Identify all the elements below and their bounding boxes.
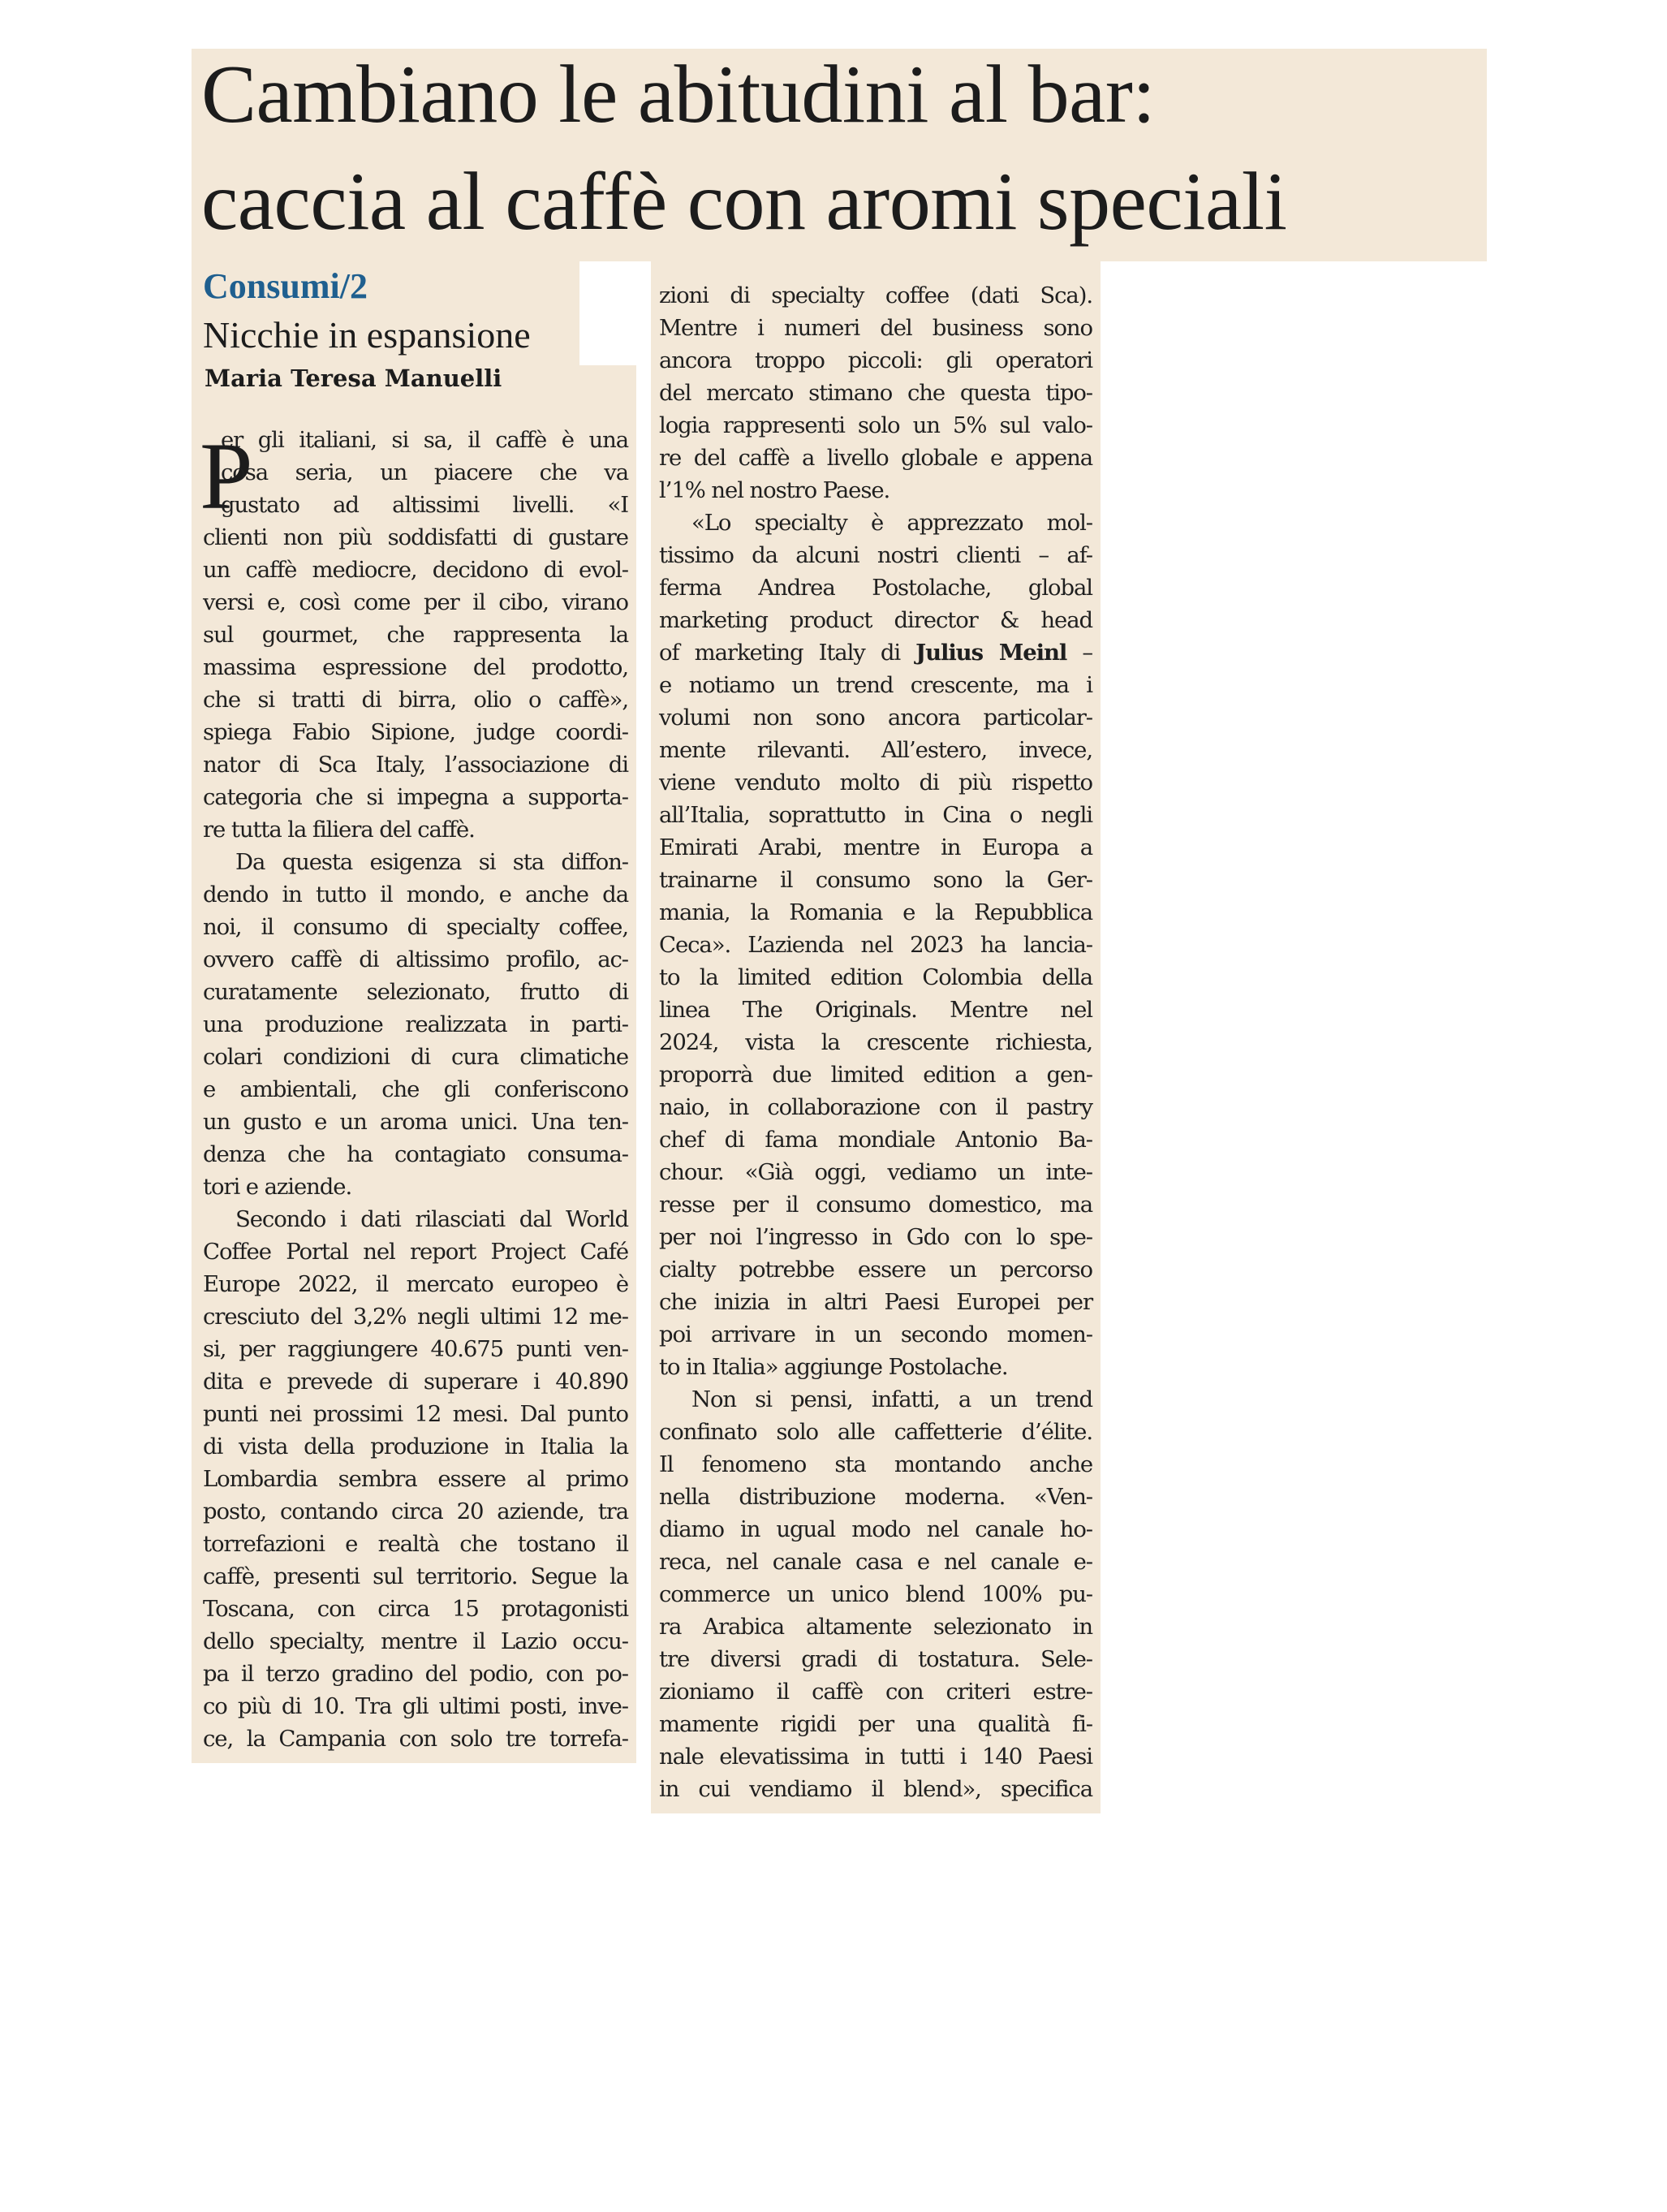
text-line <box>203 878 628 911</box>
text-run: Toscana, con circa 15 protagonisti <box>203 1596 628 1622</box>
text-run: viene venduto molto di più rispetto <box>659 770 1092 796</box>
text-line <box>203 1398 628 1430</box>
text-run: mamente rigidi per una qualità fi- <box>659 1711 1092 1737</box>
text-line <box>659 1091 1092 1123</box>
text-line <box>203 1333 628 1365</box>
text-run: marketing product director & head <box>659 607 1092 633</box>
text-line <box>659 1546 1092 1578</box>
text-run: to la limited edition Colombia della <box>659 964 1092 990</box>
text-line <box>203 1625 628 1658</box>
text-run: linea The Originals. Mentre nel <box>659 997 1092 1023</box>
text-line <box>659 1059 1092 1091</box>
text-line <box>203 651 628 683</box>
text-run: sul gourmet, che rappresenta la <box>203 622 628 648</box>
text-run: chef di fama mondiale Antonio Ba- <box>659 1127 1092 1153</box>
author-byline: Maria Teresa Manuelli <box>205 364 502 392</box>
text-run: Non si pensi, infatti, a un trend <box>691 1386 1092 1412</box>
text-line <box>203 521 628 554</box>
text-run: Europe 2022, il mercato europeo è <box>203 1271 628 1297</box>
text-line <box>659 344 1092 377</box>
text-run: nella distribuzione moderna. «Ven- <box>659 1484 1092 1510</box>
text-run: cosa seria, un piacere che va <box>221 459 628 485</box>
text-line <box>203 1138 628 1171</box>
text-run: mente rilevanti. All’estero, invece, <box>659 737 1092 763</box>
text-line <box>659 1513 1092 1546</box>
text-run: confinato solo alle caffetterie d’élite. <box>659 1419 1092 1445</box>
text-line <box>659 994 1092 1026</box>
text-run: resse per il consumo domestico, ma <box>659 1192 1092 1218</box>
text-run: caffè, presenti sul territorio. Segue la <box>203 1563 628 1589</box>
text-line <box>659 669 1092 701</box>
text-run: trainarne il consumo sono la Ger- <box>659 867 1092 893</box>
text-line <box>203 1268 628 1300</box>
text-run: e ambientali, che gli conferiscono <box>203 1076 628 1102</box>
text-run: nator di Sca Italy, l’associazione di <box>203 752 628 778</box>
text-run: ce, la Campania con solo tre torrefa- <box>203 1726 628 1752</box>
drop-cap: P <box>200 423 253 529</box>
text-line <box>659 1318 1092 1351</box>
headline-line-1: Cambiano le abitudini al bar: <box>201 49 1156 140</box>
text-run: spiega Fabio Sipione, judge coordi- <box>203 719 628 745</box>
text-line <box>203 1008 628 1041</box>
text-line <box>203 716 628 748</box>
text-run: reca, nel canale casa e nel canale e- <box>659 1549 1092 1575</box>
text-run: zioniamo il caffè con criteri estre- <box>659 1679 1092 1705</box>
text-line <box>659 1416 1092 1448</box>
text-line <box>659 507 1092 539</box>
text-line <box>659 1123 1092 1156</box>
text-run: chour. «Già oggi, vediamo un inte- <box>659 1159 1092 1185</box>
text-line <box>203 1593 628 1625</box>
text-run: dendo in tutto il mondo, e anche da <box>203 882 628 908</box>
text-line <box>659 312 1092 344</box>
text-run: Mentre i numeri del business sono <box>659 315 1092 341</box>
text-line <box>203 424 628 456</box>
text-line <box>203 683 628 716</box>
text-line <box>659 896 1092 929</box>
text-run: tre diversi gradi di tostatura. Sele- <box>659 1646 1092 1672</box>
text-run: del mercato stimano che questa tipo- <box>659 380 1092 406</box>
text-run: Emirati Arabi, mentre in Europa a <box>659 834 1092 860</box>
text-line <box>659 1351 1092 1383</box>
text-run: noi, il consumo di specialty coffee, <box>203 914 628 940</box>
text-line <box>659 1675 1092 1708</box>
text-run: logia rappresenti solo un 5% sul valo- <box>659 412 1092 438</box>
text-run: cialty potrebbe essere un percorso <box>659 1257 1092 1283</box>
text-line <box>203 1073 628 1106</box>
text-run: re tutta la filiera del caffè. <box>203 817 475 843</box>
headline-line-2: caccia al caffè con aromi speciali <box>201 156 1287 248</box>
text-run: zioni di specialty coffee (dati Sca). <box>659 282 1092 308</box>
text-line <box>203 1463 628 1495</box>
text-line <box>203 813 628 846</box>
text-line <box>203 1365 628 1398</box>
text-run: commerce un unico blend 100% pu- <box>659 1581 1092 1607</box>
text-line <box>203 846 628 878</box>
text-run: versi e, così come per il cibo, virano <box>203 589 628 615</box>
text-run: e notiamo un trend crescente, ma i <box>659 672 1092 698</box>
text-run: poi arrivare in un secondo momen- <box>659 1322 1092 1347</box>
text-line <box>203 1203 628 1235</box>
text-run: mania, la Romania e la Repubblica <box>659 899 1092 925</box>
text-line <box>659 442 1092 474</box>
text-run: «Lo specialty è apprezzato mol- <box>691 510 1092 536</box>
text-run: posto, contando circa 20 aziende, tra <box>203 1498 628 1524</box>
text-line <box>659 474 1092 507</box>
text-line <box>659 1708 1092 1740</box>
text-run: Coffee Portal nel report Project Café <box>203 1239 628 1265</box>
text-run: Ceca». L’azienda nel 2023 ha lancia- <box>659 932 1092 958</box>
text-run: un caffè mediocre, decidono di evol- <box>203 557 628 583</box>
text-line <box>203 1106 628 1138</box>
text-line <box>203 586 628 619</box>
company-name: Julius Meinl <box>915 640 1067 666</box>
text-line <box>659 1188 1092 1221</box>
text-run: pa il terzo gradino del podio, con po- <box>203 1661 628 1687</box>
text-line <box>659 766 1092 799</box>
text-run: punti nei prossimi 12 mesi. Dal punto <box>203 1401 628 1427</box>
text-run: – <box>1066 640 1093 666</box>
text-run: ra Arabica altamente selezionato in <box>659 1614 1092 1640</box>
text-run: dita e prevede di superare i 40.890 <box>203 1369 628 1395</box>
text-line <box>659 636 1092 669</box>
text-line <box>659 1286 1092 1318</box>
text-line <box>659 1740 1092 1773</box>
text-run: che inizia in altri Paesi Europei per <box>659 1289 1092 1315</box>
text-line <box>203 1658 628 1690</box>
text-line <box>659 377 1092 409</box>
text-line <box>203 554 628 586</box>
text-line <box>203 456 628 489</box>
text-run: 2024, vista la crescente richiesta, <box>659 1029 1092 1055</box>
text-line <box>659 604 1092 636</box>
text-run: che si tratti di birra, olio o caffè», <box>203 687 628 713</box>
text-run: categoria che si impegna a supporta- <box>203 784 628 810</box>
text-run: tori e aziende. <box>203 1174 352 1200</box>
text-run: ovvero caffè di altissimo profilo, ac- <box>203 946 628 972</box>
text-line <box>659 571 1092 604</box>
text-run: all’Italia, soprattutto in Cina o negli <box>659 802 1092 828</box>
text-line <box>659 1610 1092 1643</box>
text-run: Secondo i dati rilasciati dal World <box>235 1206 628 1232</box>
text-line <box>203 1041 628 1073</box>
article-subtitle: Nicchie in espansione <box>203 314 531 356</box>
text-run: proporrà due limited edition a gen- <box>659 1062 1092 1088</box>
text-line <box>659 409 1092 442</box>
text-run: colari condizioni di cura climatiche <box>203 1044 628 1070</box>
text-line <box>659 1448 1092 1481</box>
text-line <box>203 1171 628 1203</box>
text-run: un gusto e un aroma unici. Una ten- <box>203 1109 628 1135</box>
text-run: Lombardia sembra essere al primo <box>203 1466 628 1492</box>
text-line <box>203 619 628 651</box>
text-line <box>659 1481 1092 1513</box>
text-line <box>203 1723 628 1755</box>
text-run: to in Italia» aggiunge Postolache. <box>659 1354 1008 1380</box>
text-run: di vista della produzione in Italia la <box>203 1434 628 1460</box>
text-run: Il fenomeno sta montando anche <box>659 1451 1092 1477</box>
text-run: torrefazioni e realtà che tostano il <box>203 1531 628 1557</box>
text-run: Da questa esigenza si sta diffon- <box>235 849 628 875</box>
text-run: tissimo da alcuni nostri clienti – af- <box>659 542 1092 568</box>
text-run: ferma Andrea Postolache, global <box>659 575 1092 601</box>
text-line <box>659 929 1092 961</box>
text-line <box>203 1690 628 1723</box>
text-run: re del caffè a livello globale e appena <box>659 445 1092 471</box>
text-run: l’1% nel nostro Paese. <box>659 477 890 503</box>
text-line <box>203 943 628 976</box>
text-line <box>659 961 1092 994</box>
text-run: naio, in collaborazione con il pastry <box>659 1094 1092 1120</box>
text-line <box>659 734 1092 766</box>
text-run: clienti non più soddisfatti di gustare <box>203 524 628 550</box>
text-line <box>659 864 1092 896</box>
text-run: una produzione realizzata in parti- <box>203 1011 628 1037</box>
text-line <box>203 489 628 521</box>
text-line <box>203 1560 628 1593</box>
text-line <box>659 1383 1092 1416</box>
text-line <box>203 1430 628 1463</box>
text-run: curatamente selezionato, frutto di <box>203 979 628 1005</box>
text-run: massima espressione del prodotto, <box>203 654 628 680</box>
text-line <box>203 911 628 943</box>
text-line <box>203 1528 628 1560</box>
text-line <box>659 1253 1092 1286</box>
text-run: in cui vendiamo il blend», specifica <box>659 1776 1092 1802</box>
text-line <box>203 748 628 781</box>
text-line <box>659 799 1092 831</box>
text-line <box>203 1495 628 1528</box>
text-line <box>203 976 628 1008</box>
text-line <box>659 1773 1092 1805</box>
text-line <box>659 1156 1092 1188</box>
text-run: of marketing Italy di <box>659 640 916 666</box>
text-line <box>659 831 1092 864</box>
text-run: volumi non sono ancora particolar- <box>659 705 1092 731</box>
text-run: nale elevatissima in tutti i 140 Paesi <box>659 1744 1092 1770</box>
text-run: er gli italiani, si sa, il caffè è una <box>221 427 628 453</box>
article-column-2 <box>659 279 1092 1805</box>
text-line <box>203 1235 628 1268</box>
text-line <box>203 781 628 813</box>
text-line <box>659 1221 1092 1253</box>
text-line <box>659 1026 1092 1059</box>
text-run: per noi l’ingresso in Gdo con lo spe- <box>659 1224 1092 1250</box>
text-run: gustato ad altissimi livelli. «I <box>221 492 628 518</box>
text-run: ancora troppo piccoli: gli operatori <box>659 347 1092 373</box>
text-line <box>203 1300 628 1333</box>
text-run: co più di 10. Tra gli ultimi posti, inve- <box>203 1693 628 1719</box>
text-run: cresciuto del 3,2% negli ultimi 12 me- <box>203 1304 628 1330</box>
text-line <box>659 1578 1092 1610</box>
text-line <box>659 279 1092 312</box>
text-run: denza che ha contagiato consuma- <box>203 1141 628 1167</box>
section-kicker: Consumi/2 <box>203 266 368 306</box>
article-column-1 <box>203 424 628 1755</box>
text-run: si, per raggiungere 40.675 punti ven- <box>203 1336 628 1362</box>
text-run: dello specialty, mentre il Lazio occu- <box>203 1628 628 1654</box>
text-line <box>659 539 1092 571</box>
text-run: diamo in ugual modo nel canale ho- <box>659 1516 1092 1542</box>
text-line <box>659 1643 1092 1675</box>
text-line <box>659 701 1092 734</box>
